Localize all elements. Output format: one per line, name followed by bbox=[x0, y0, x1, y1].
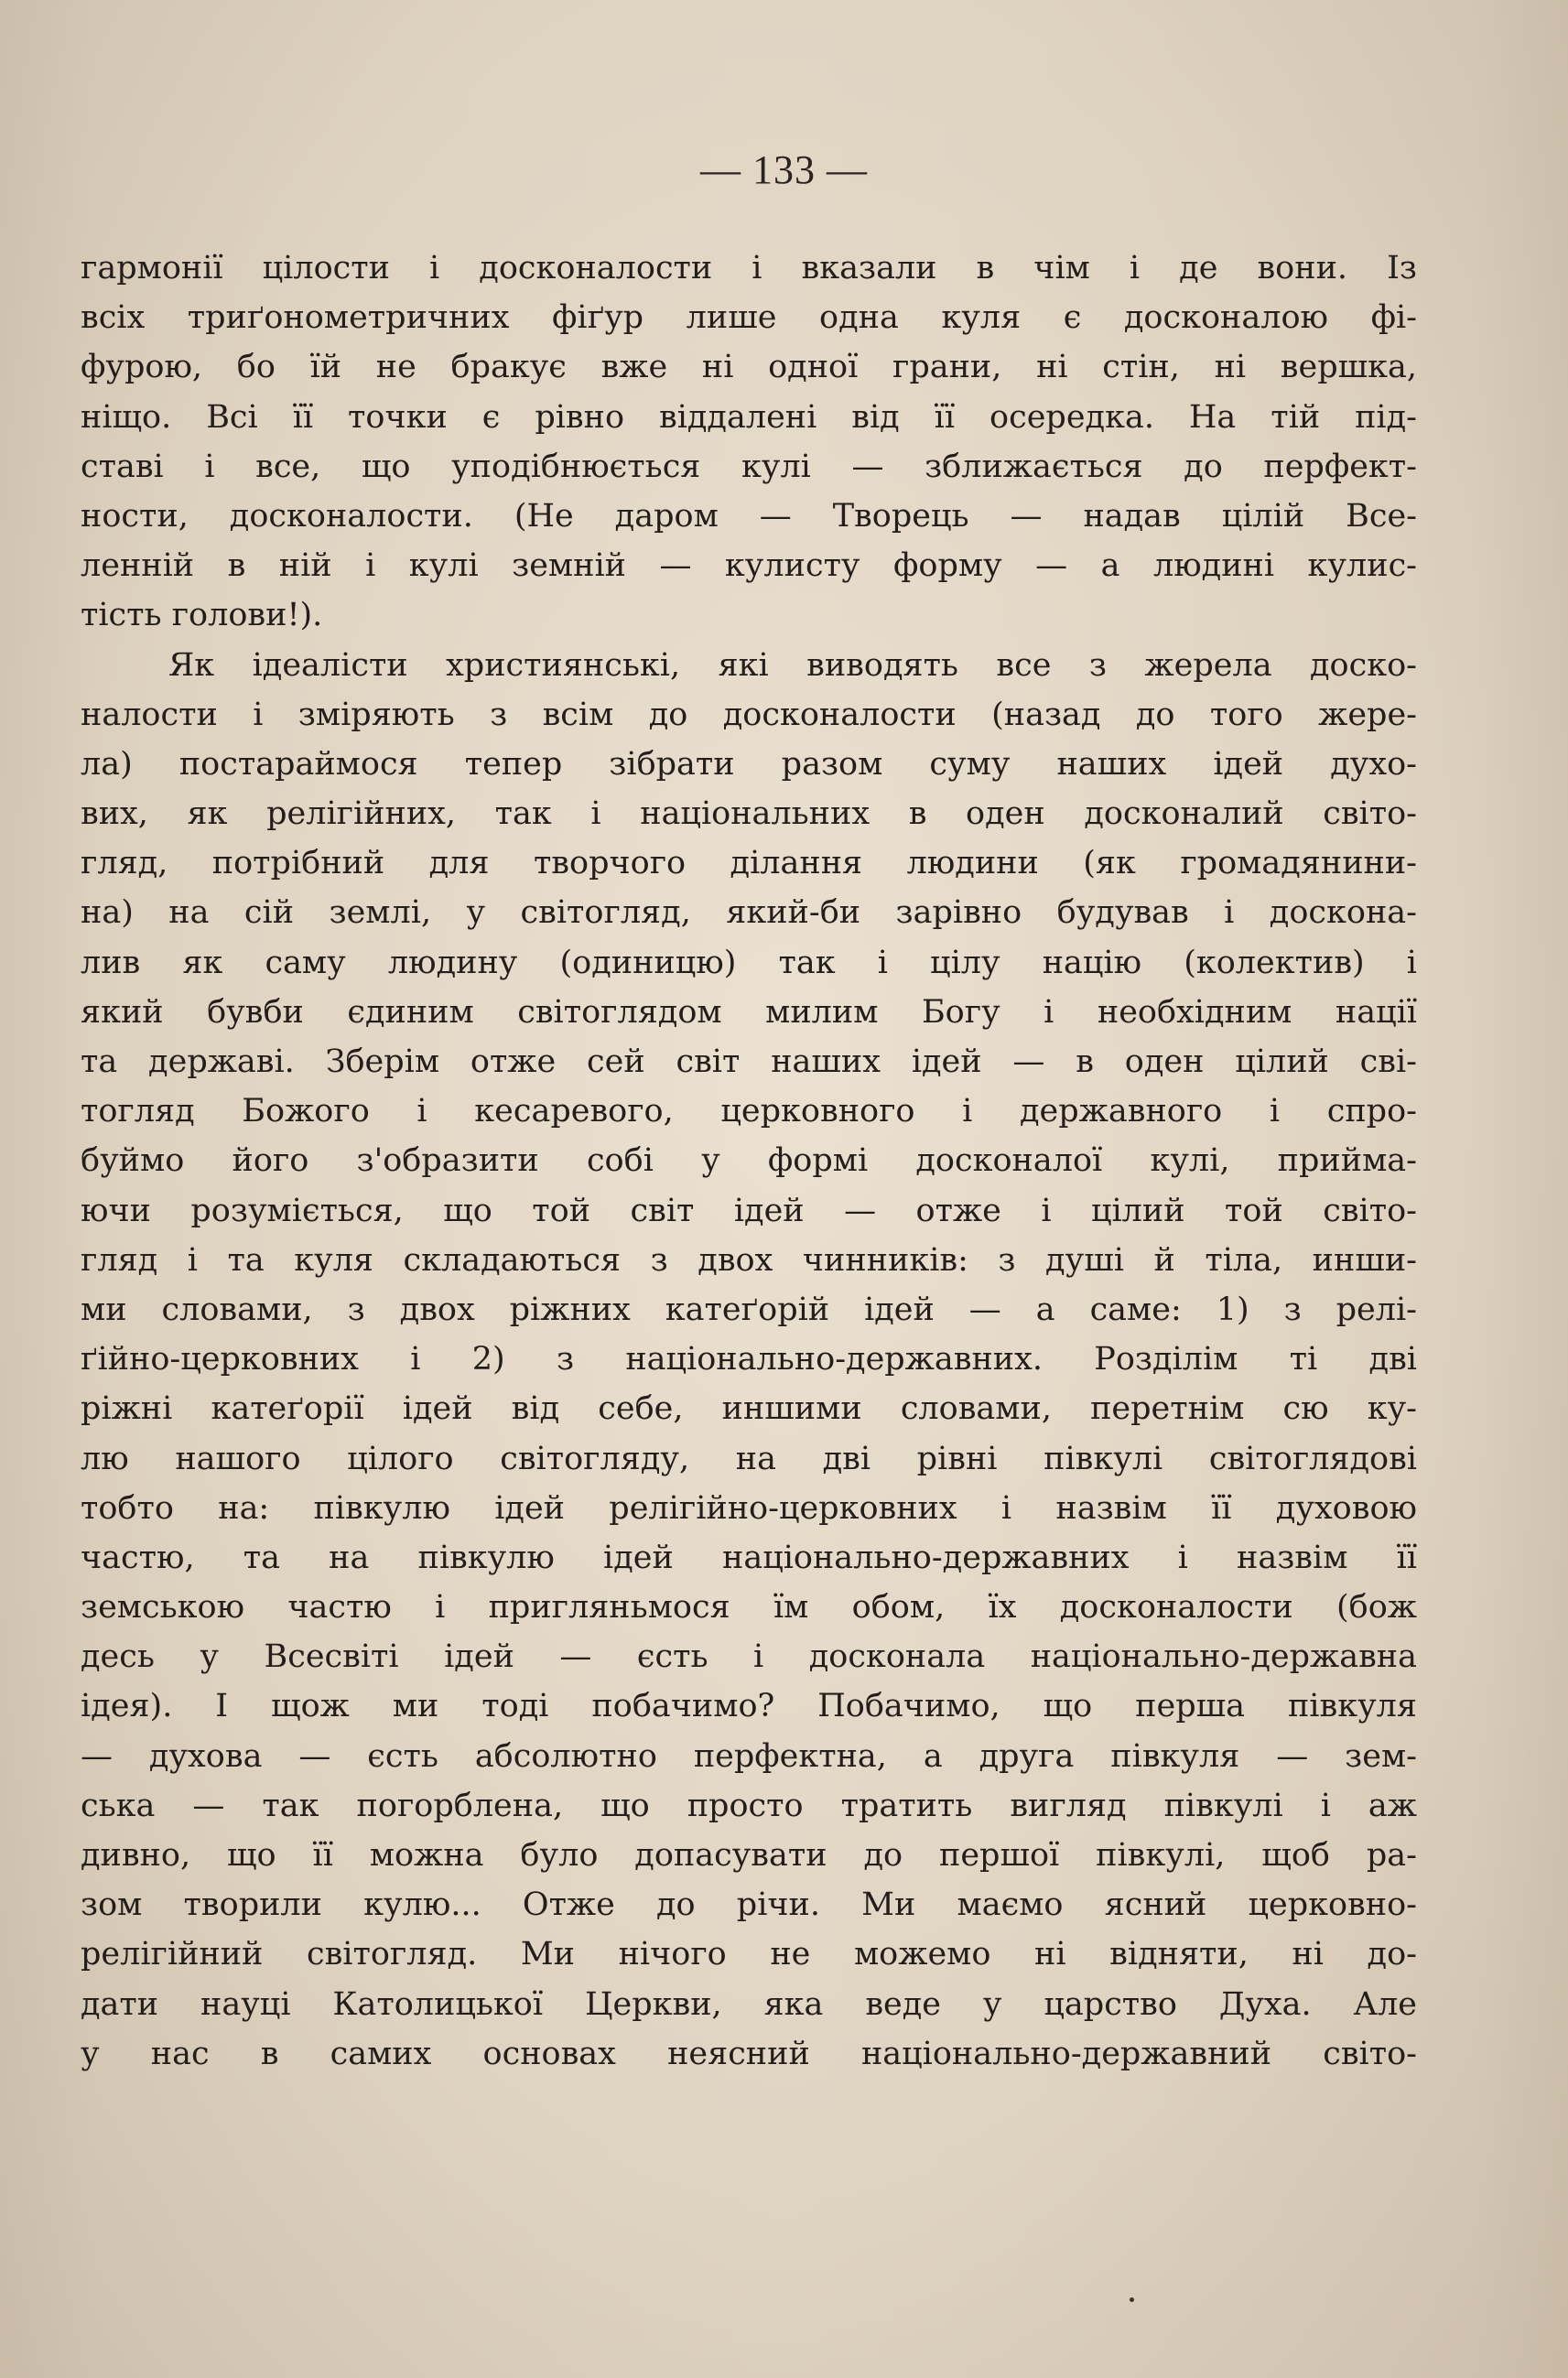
text-line: десь у Всесвіті ідей — єсть і досконала національно-державна bbox=[81, 1638, 1417, 1676]
text-line: ставі і все, що уподібнюється кулі — зближається до перфект- bbox=[81, 448, 1417, 485]
text-line: тобто на: півкулю ідей релігійно-церковних і назвім її духовою bbox=[81, 1489, 1417, 1527]
text-line: ґійно-церковних і 2) з національно-державних. Розділім ті дві bbox=[81, 1341, 1417, 1378]
text-line: дати науці Католицької Церкви, яка веде у царство Духа. Але bbox=[81, 1985, 1417, 2023]
text-line: всіх триґонометричних фіґур лише одна куля є досконалою фі- bbox=[81, 299, 1417, 337]
text-line: ніщо. Всі її точки є рівно віддалені від її осередка. На тій під- bbox=[81, 398, 1417, 436]
text-line: у нас в самих основах неясний національно-державний світо- bbox=[81, 2035, 1417, 2072]
text-line: зом творили кулю... Отже до річи. Ми маємо ясний церковно- bbox=[81, 1886, 1417, 1924]
text-line: тогляд Божого і кесаревого, церковного і державного і спро- bbox=[81, 1093, 1417, 1130]
text-line: гляд і та куля складаються з двох чинників: з душі й тіла, инши- bbox=[81, 1241, 1417, 1279]
text-line: ла) постараймося тепер зібрати разом суму наших ідей духо- bbox=[81, 745, 1417, 783]
text-line: — духова — єсть абсолютно перфектна, а друга півкуля — зем- bbox=[81, 1737, 1417, 1775]
text-line: лю нашого цілого світогляду, на дві рівні півкулі світоглядові bbox=[81, 1440, 1417, 1477]
text-line: вих, як релігійних, так і національних в оден досконалий світо- bbox=[81, 795, 1417, 833]
text-line: гляд, потрібний для творчого ділання людини (як громадянини- bbox=[81, 845, 1417, 882]
text-line: ська — так погорблена, що просто тратить вигляд півкулі і аж bbox=[81, 1787, 1417, 1824]
text-line: частю, та на півкулю ідей національно-державних і назвім її bbox=[81, 1539, 1417, 1576]
text-line: лив як саму людину (одиницю) так і цілу націю (колектив) і bbox=[81, 944, 1417, 981]
text-line: земською частю і пригляньмося їм обом, їх досконалости (бож bbox=[81, 1589, 1417, 1627]
text-line: налости і зміряють з всім до досконалости (назад до того жере- bbox=[81, 696, 1417, 733]
body-text bbox=[81, 243, 1417, 2079]
text-line: дивно, що її можна було допасувати до першої півкулі, щоб ра- bbox=[81, 1837, 1417, 1874]
text-line: гармонії цілости і досконалости і вказали в чім і де вони. Із bbox=[81, 250, 1417, 286]
text-line: на) на сій землі, у світогляд, який-би зарівно будував і доскона- bbox=[81, 894, 1417, 932]
text-line: ми словами, з двох ріжних катеґорій ідей — а саме: 1) з релі- bbox=[81, 1291, 1417, 1328]
text-line: релігійний світогляд. Ми нічого не можемо ні відняти, ні до- bbox=[81, 1936, 1417, 1973]
text-line: ленній в ній і кулі земній — кулисту форму — а людині кулис- bbox=[81, 547, 1417, 585]
text-line: ючи розуміється, що той світ ідей — отже і цілий той світо- bbox=[81, 1192, 1417, 1229]
text-line: фурою, бо їй не бракує вже ні одної грани, ні стін, ні вершка, bbox=[81, 349, 1417, 386]
text-line: та державі. Зберім отже сей світ наших ідей — в оден цілий сві- bbox=[81, 1043, 1417, 1080]
text-line: який бувби єдиним світоглядом милим Богу і необхідним нації bbox=[81, 993, 1417, 1031]
paragraph-first-line: Як ідеалісти християнські, які виводять все з жерела доско- bbox=[168, 646, 1417, 684]
text-line: ности, досконалости. (Не даром — Творець — надав цілій Все- bbox=[81, 497, 1417, 535]
page-number: — 133 — bbox=[700, 147, 868, 192]
paragraph-end-line: тість голови!). bbox=[81, 597, 323, 634]
text-line: ріжні катеґорії ідей від себе, иншими словами, перетнім сю ку- bbox=[81, 1390, 1417, 1428]
ink-speck bbox=[1130, 2297, 1134, 2302]
text-line: ідея). І щож ми тоді побачимо? Побачимо, що перша півкуля bbox=[81, 1688, 1417, 1725]
text-line: буймо його з'образити собі у формі досконалої кулі, прийма- bbox=[81, 1142, 1417, 1180]
